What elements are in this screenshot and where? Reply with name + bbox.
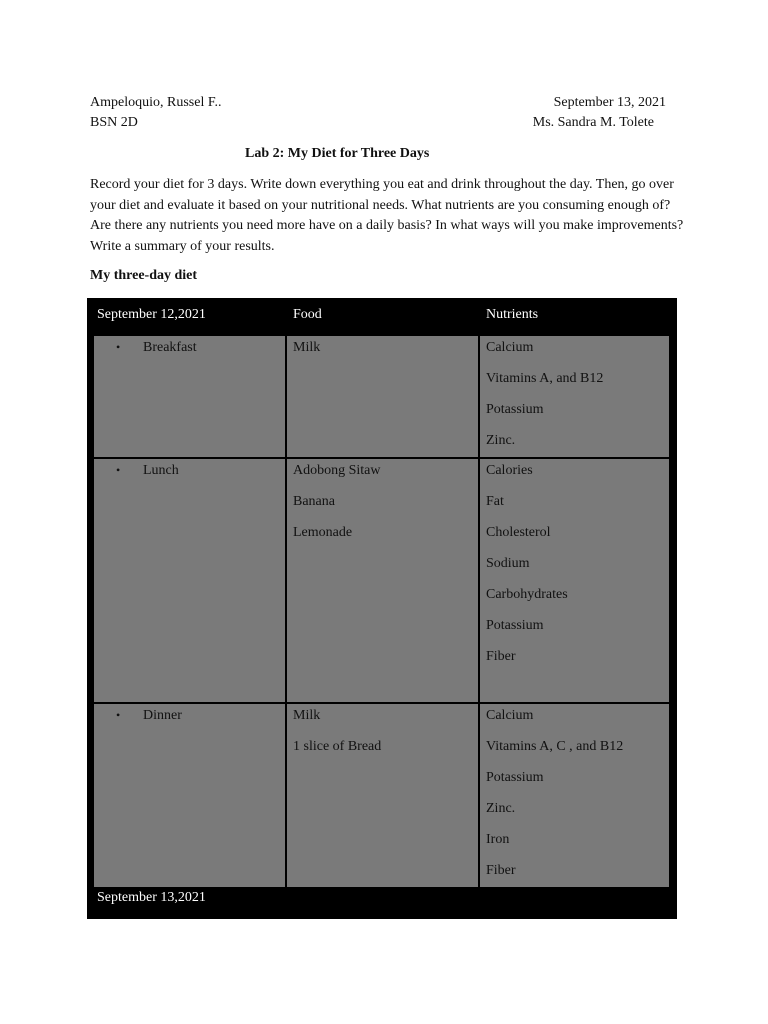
- table-header-row: [87, 298, 677, 334]
- table-row-breakfast-nutrients-cell: [480, 336, 669, 457]
- table-row-dinner-nutrients-cell: [480, 704, 669, 887]
- meal-name: Lunch: [143, 463, 179, 478]
- list-item: Fiber: [486, 863, 516, 878]
- meal-name: Dinner: [143, 708, 182, 723]
- list-item: Milk: [293, 708, 321, 723]
- list-item: Fat: [486, 494, 504, 509]
- document-date: September 13, 2021: [553, 95, 666, 110]
- meal-name: Breakfast: [143, 340, 197, 355]
- header-food: Food: [293, 307, 322, 322]
- meal-label-lunch: [116, 463, 179, 479]
- list-item: Carbohydrates: [486, 587, 568, 602]
- header-nutrients: Nutrients: [486, 307, 539, 322]
- student-name: Ampeloquio, Russel F..: [90, 95, 222, 110]
- list-item: Potassium: [486, 618, 544, 633]
- instructor-name: Ms. Sandra M. Tolete: [532, 115, 654, 130]
- list-item: Calcium: [486, 340, 534, 355]
- list-item: Banana: [293, 494, 335, 509]
- lab-title: Lab 2: My Diet for Three Days: [245, 146, 430, 161]
- table-row-breakfast-meal-cell: [94, 336, 285, 457]
- list-item: Adobong Sitaw: [293, 463, 381, 478]
- bullet-icon: •: [116, 340, 121, 354]
- section-heading: My three-day diet: [90, 268, 198, 283]
- list-item: Sodium: [486, 556, 530, 571]
- list-item: Zinc.: [486, 433, 516, 448]
- table-row-breakfast-food-cell: [287, 336, 478, 457]
- next-day-date: September 13,2021: [97, 890, 206, 905]
- table-row-lunch-food-cell: [287, 459, 478, 702]
- meal-label-breakfast: [116, 340, 197, 356]
- list-item: Cholesterol: [486, 525, 551, 540]
- list-item: Calcium: [486, 708, 534, 723]
- course-section: BSN 2D: [90, 115, 138, 130]
- list-item: Milk: [293, 340, 321, 355]
- header-date: September 12,2021: [97, 307, 206, 322]
- bullet-icon: •: [116, 708, 121, 722]
- list-item: Calories: [486, 463, 533, 478]
- list-item: Potassium: [486, 770, 544, 785]
- list-item: Iron: [486, 832, 510, 847]
- table-row-lunch-nutrients-cell: [480, 459, 669, 702]
- list-item: Zinc.: [486, 801, 516, 816]
- table-row-lunch-meal-cell: [94, 459, 285, 702]
- list-item: 1 slice of Bread: [293, 739, 382, 754]
- diet-table: [87, 298, 677, 919]
- list-item: Fiber: [486, 649, 516, 664]
- table-row-dinner-meal-cell: [94, 704, 285, 887]
- meal-label-dinner: [116, 708, 182, 724]
- list-item: Lemonade: [293, 525, 353, 540]
- table-next-day-row: [87, 887, 677, 919]
- bullet-icon: •: [116, 463, 121, 477]
- table-row-dinner-food-cell: [287, 704, 478, 887]
- list-item: Vitamins A, C , and B12: [486, 739, 624, 754]
- instructions-paragraph: Record your diet for 3 days. Write down everything you eat and drink throughout the day. Then, go over your diet and evaluate it based on your nutritional needs. What nutrients are you consuming enough of? Are there any nutrients you need more have on a daily basis? In what ways will you make improvements? Write a summary of your results.: [90, 177, 684, 254]
- list-item: Vitamins A, and B12: [486, 371, 604, 386]
- list-item: Potassium: [486, 402, 544, 417]
